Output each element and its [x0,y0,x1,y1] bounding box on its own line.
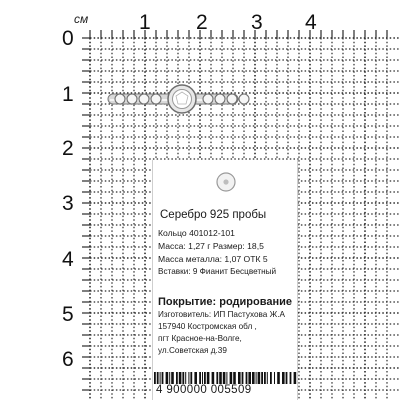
barcode-bar [204,372,206,384]
barcode-bar [270,372,272,384]
barcode-bar [176,372,178,384]
barcode-bar [274,372,275,384]
ruler-top-3: 3 [251,11,263,34]
ruler-top-1: 1 [139,11,151,34]
ruler-side-0: 0 [62,27,74,50]
barcode-bar [154,372,156,384]
price-tag [152,160,298,400]
ruler-side-5: 5 [62,303,74,326]
tag-mass-size: Масса: 1,27 г Размер: 18,5 [158,241,264,251]
tag-maker-line-3: пгт Красное-на-Волге, [158,334,242,343]
ruler-side-2: 2 [62,137,74,160]
side-stone [203,94,213,104]
barcode-bar [264,372,266,384]
barcode-bar [202,372,203,384]
barcode-bar [256,372,257,384]
side-stone [151,94,161,104]
barcode-bar [219,372,222,384]
barcode-bar [212,372,215,384]
tag-article: Кольцо 401012-101 [158,228,235,238]
barcode-bar [171,372,174,384]
barcode-bar [252,372,255,384]
side-stone [115,94,125,104]
ruler-side-4: 4 [62,248,74,271]
tag-inserts: Вставки: 9 Фианит Бесцветный [158,267,277,276]
tag-title: Серебро 925 пробы [160,209,267,221]
ruler-top-2: 2 [196,11,208,34]
barcode-bar [230,372,233,384]
tag-maker-line-1: Изготовитель: ИП Пастухова Ж.А [158,310,285,319]
barcode-bar [223,372,226,384]
barcode-bar [194,372,197,384]
barcode-bar [258,372,261,384]
side-stone [215,94,225,104]
barcode-bar [160,372,161,384]
barcode-bar [216,372,218,384]
barcode-bar [226,372,227,384]
barcode-bar [248,372,251,384]
side-stone [127,94,137,104]
tag-hole-icon [214,170,238,194]
barcode-bar [157,372,159,384]
barcode-bar [267,372,268,384]
barcode-bar [286,372,288,384]
barcode-bar [207,372,210,384]
ruler-side-3: 3 [62,192,74,215]
ruler-side-1: 1 [62,83,74,106]
barcode-bar [233,372,236,384]
tag-maker-line-4: ул.Советская д.39 [158,346,227,355]
barcode-bar [179,372,182,384]
barcode-bar [162,372,164,384]
barcode-bars [152,372,298,384]
barcode-bar [182,372,184,384]
barcode-bar [169,372,170,384]
ruler-top-4: 4 [305,11,317,34]
side-stone [139,94,149,104]
barcode-bar [242,372,244,384]
barcode-bar [294,372,297,384]
barcode-bar [185,372,186,384]
barcode-bar [282,372,285,384]
barcode-bar [277,372,280,384]
barcode-bar [166,372,169,384]
barcode-bar [190,372,192,384]
barcode-bar [238,372,241,384]
ring-product [108,85,249,113]
barcode-bar [188,372,189,384]
tag-maker-line-2: 157940 Костромская обл , [158,322,257,331]
ruler-side-6: 6 [62,348,74,371]
side-stone [227,94,237,104]
side-stone [239,94,249,104]
barcode-bar [246,372,248,384]
ruler-unit-label: см [74,12,89,26]
barcode-bar [261,372,263,384]
tag-coating: Покрытие: родирование [158,296,292,308]
tag-metal-mass: Масса металла: 1,07 ОТК 5 [158,254,268,264]
barcode-bar [290,372,292,384]
barcode-bar [199,372,201,384]
barcode-number: 4 900000 005509 [156,384,252,396]
